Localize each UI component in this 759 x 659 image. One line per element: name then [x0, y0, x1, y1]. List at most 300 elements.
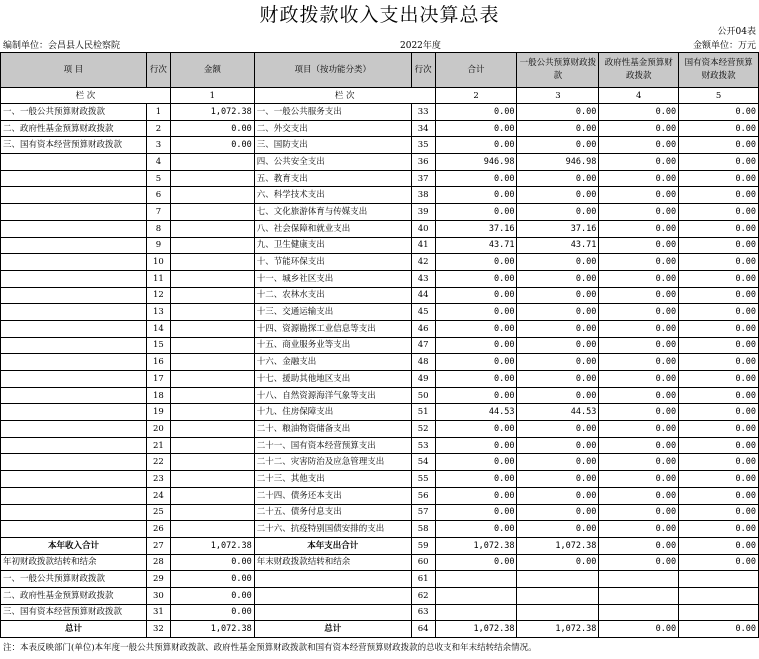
expenditure-line-cell: 58 [411, 521, 435, 538]
fiscal-summary-table [0, 52, 759, 638]
total-cell: 0.00 [435, 170, 517, 187]
total-cell: 0.00 [435, 120, 517, 137]
gov-fund-cell: 0.00 [599, 387, 679, 404]
income-amount-cell [170, 371, 254, 388]
footnote: 注：本表反映部门(单位)本年度一般公共预算财政拨款、政府性基金预算财政拨款和国有资本经营预算财政拨款的总收支和年末结转结余情况。 [3, 643, 537, 653]
header-amount: 金额 [170, 53, 254, 88]
income-item-cell: 二、政府性基金预算财政拨款 [1, 120, 147, 137]
income-item-cell: 本年收入合计 [1, 537, 147, 554]
gov-fund-cell: 0.00 [599, 204, 679, 221]
expenditure-line-cell: 42 [411, 254, 435, 271]
table-row [1, 337, 759, 354]
expenditure-line-cell: 53 [411, 437, 435, 454]
table-row [1, 354, 759, 371]
income-amount-cell: 1,072.38 [170, 104, 254, 121]
header-exp-item: 项目（按功能分类） [254, 53, 411, 88]
gov-fund-cell: 0.00 [599, 220, 679, 237]
income-line-cell: 2 [146, 120, 170, 137]
expenditure-item-cell [254, 604, 411, 621]
gov-fund-cell: 0.00 [599, 337, 679, 354]
total-cell: 946.98 [435, 154, 517, 171]
expenditure-line-cell: 57 [411, 504, 435, 521]
table-row [1, 220, 759, 237]
table-row [1, 120, 759, 137]
expenditure-line-cell: 63 [411, 604, 435, 621]
total-cell: 0.00 [435, 471, 517, 488]
expenditure-line-cell: 44 [411, 287, 435, 304]
total-cell: 0.00 [435, 504, 517, 521]
income-amount-cell [170, 354, 254, 371]
income-item-cell: 总计 [1, 621, 147, 638]
soe-budget-cell: 0.00 [679, 437, 759, 454]
expenditure-item-cell: 年末财政拨款结转和结余 [254, 554, 411, 571]
income-line-cell: 11 [146, 270, 170, 287]
income-item-cell [1, 170, 147, 187]
income-item-cell: 一、一般公共预算财政拨款 [1, 571, 147, 588]
income-item-cell [1, 421, 147, 438]
soe-budget-cell: 0.00 [679, 237, 759, 254]
income-line-cell: 18 [146, 387, 170, 404]
income-amount-cell [170, 504, 254, 521]
general-budget-cell: 0.00 [517, 204, 599, 221]
general-budget-cell: 0.00 [517, 137, 599, 154]
expenditure-item-cell [254, 571, 411, 588]
income-line-cell: 23 [146, 471, 170, 488]
soe-budget-cell: 0.00 [679, 254, 759, 271]
expenditure-item-cell: 五、教育支出 [254, 170, 411, 187]
expenditure-item-cell: 二十、粮油物资储备支出 [254, 421, 411, 438]
general-budget-cell: 1,072.38 [517, 537, 599, 554]
soe-budget-cell: 0.00 [679, 487, 759, 504]
expenditure-item-cell: 本年支出合计 [254, 537, 411, 554]
table-row [1, 621, 759, 638]
expenditure-item-cell: 十三、交通运输支出 [254, 304, 411, 321]
expenditure-line-cell: 52 [411, 421, 435, 438]
income-line-cell: 32 [146, 621, 170, 638]
soe-budget-cell [679, 604, 759, 621]
column-index-1: 1 [170, 88, 254, 104]
gov-fund-cell: 0.00 [599, 621, 679, 638]
expenditure-line-cell: 60 [411, 554, 435, 571]
table-row [1, 154, 759, 171]
gov-fund-cell: 0.00 [599, 404, 679, 421]
table-row [1, 187, 759, 204]
table-row [1, 437, 759, 454]
right-column-index-label: 栏 次 [254, 88, 435, 104]
income-line-cell: 13 [146, 304, 170, 321]
expenditure-line-cell: 41 [411, 237, 435, 254]
income-item-cell [1, 287, 147, 304]
general-budget-cell: 0.00 [517, 387, 599, 404]
total-cell: 0.00 [435, 454, 517, 471]
income-amount-cell [170, 454, 254, 471]
expenditure-item-cell: 四、公共安全支出 [254, 154, 411, 171]
gov-fund-cell: 0.00 [599, 537, 679, 554]
total-cell: 0.00 [435, 554, 517, 571]
income-item-cell: 一、一般公共预算财政拨款 [1, 104, 147, 121]
income-amount-cell [170, 337, 254, 354]
soe-budget-cell [679, 587, 759, 604]
total-cell [435, 587, 517, 604]
expenditure-item-cell [254, 587, 411, 604]
income-line-cell: 22 [146, 454, 170, 471]
general-budget-cell [517, 604, 599, 621]
gov-fund-cell: 0.00 [599, 154, 679, 171]
gov-fund-cell: 0.00 [599, 320, 679, 337]
currency-unit: 金额单位：万元 [692, 41, 756, 51]
soe-budget-cell: 0.00 [679, 537, 759, 554]
general-budget-cell: 0.00 [517, 437, 599, 454]
general-budget-cell: 43.71 [517, 237, 599, 254]
gov-fund-cell: 0.00 [599, 487, 679, 504]
income-item-cell [1, 337, 147, 354]
general-budget-cell: 1,072.38 [517, 621, 599, 638]
gov-fund-cell: 0.00 [599, 120, 679, 137]
soe-budget-cell: 0.00 [679, 220, 759, 237]
income-amount-cell [170, 387, 254, 404]
expenditure-item-cell: 二、外交支出 [254, 120, 411, 137]
expenditure-item-cell: 十二、农林水支出 [254, 287, 411, 304]
table-row [1, 554, 759, 571]
soe-budget-cell: 0.00 [679, 320, 759, 337]
expenditure-item-cell: 七、文化旅游体育与传媒支出 [254, 204, 411, 221]
income-amount-cell [170, 170, 254, 187]
page-title: 财政拨款收入支出决算总表 [259, 4, 500, 26]
table-row [1, 537, 759, 554]
header-soe: 国有资本经营预算财政拨款 [679, 53, 759, 88]
gov-fund-cell: 0.00 [599, 504, 679, 521]
soe-budget-cell: 0.00 [679, 187, 759, 204]
income-line-cell: 28 [146, 554, 170, 571]
total-cell: 1,072.38 [435, 621, 517, 638]
gov-fund-cell: 0.00 [599, 237, 679, 254]
general-budget-cell: 0.00 [517, 270, 599, 287]
expenditure-item-cell: 十八、自然资源海洋气象等支出 [254, 387, 411, 404]
soe-budget-cell: 0.00 [679, 104, 759, 121]
total-cell: 43.71 [435, 237, 517, 254]
income-amount-cell [170, 521, 254, 538]
expenditure-item-cell: 二十三、其他支出 [254, 471, 411, 488]
gov-fund-cell: 0.00 [599, 187, 679, 204]
total-cell: 0.00 [435, 521, 517, 538]
expenditure-line-cell: 48 [411, 354, 435, 371]
expenditure-line-cell: 34 [411, 120, 435, 137]
general-budget-cell: 0.00 [517, 471, 599, 488]
income-line-cell: 31 [146, 604, 170, 621]
income-amount-cell [170, 487, 254, 504]
soe-budget-cell: 0.00 [679, 421, 759, 438]
income-item-cell [1, 220, 147, 237]
gov-fund-cell: 0.00 [599, 354, 679, 371]
soe-budget-cell: 0.00 [679, 504, 759, 521]
total-cell: 0.00 [435, 137, 517, 154]
table-row [1, 521, 759, 538]
income-amount-cell [170, 437, 254, 454]
gov-fund-cell: 0.00 [599, 270, 679, 287]
total-cell: 44.53 [435, 404, 517, 421]
gov-fund-cell: 0.00 [599, 170, 679, 187]
income-line-cell: 30 [146, 587, 170, 604]
column-index-4: 4 [599, 88, 679, 104]
total-cell: 0.00 [435, 204, 517, 221]
header-line: 行次 [146, 53, 170, 88]
expenditure-line-cell: 61 [411, 571, 435, 588]
total-cell: 0.00 [435, 387, 517, 404]
general-budget-cell: 0.00 [517, 454, 599, 471]
income-item-cell [1, 487, 147, 504]
general-budget-cell: 0.00 [517, 187, 599, 204]
table-row [1, 487, 759, 504]
header-gov-fund: 政府性基金预算财政拨款 [599, 53, 679, 88]
income-amount-cell: 0.00 [170, 554, 254, 571]
gov-fund-cell: 0.00 [599, 254, 679, 271]
general-budget-cell [517, 571, 599, 588]
general-budget-cell: 0.00 [517, 487, 599, 504]
column-index-row [1, 88, 759, 104]
general-budget-cell [517, 587, 599, 604]
expenditure-item-cell: 六、科学技术支出 [254, 187, 411, 204]
soe-budget-cell: 0.00 [679, 621, 759, 638]
expenditure-item-cell: 二十五、债务付息支出 [254, 504, 411, 521]
expenditure-item-cell: 二十六、抗疫特别国债安排的支出 [254, 521, 411, 538]
table-row [1, 371, 759, 388]
total-cell: 0.00 [435, 287, 517, 304]
gov-fund-cell [599, 571, 679, 588]
soe-budget-cell: 0.00 [679, 387, 759, 404]
soe-budget-cell: 0.00 [679, 337, 759, 354]
income-line-cell: 29 [146, 571, 170, 588]
total-cell: 0.00 [435, 337, 517, 354]
total-cell: 0.00 [435, 487, 517, 504]
table-row [1, 237, 759, 254]
table-row [1, 270, 759, 287]
income-line-cell: 25 [146, 504, 170, 521]
income-line-cell: 9 [146, 237, 170, 254]
income-amount-cell [170, 304, 254, 321]
soe-budget-cell: 0.00 [679, 404, 759, 421]
table-row [1, 170, 759, 187]
total-cell: 37.16 [435, 220, 517, 237]
income-amount-cell [170, 154, 254, 171]
income-line-cell: 1 [146, 104, 170, 121]
income-amount-cell [170, 320, 254, 337]
income-line-cell: 10 [146, 254, 170, 271]
gov-fund-cell [599, 604, 679, 621]
total-cell: 0.00 [435, 254, 517, 271]
expenditure-item-cell: 总计 [254, 621, 411, 638]
income-line-cell: 17 [146, 371, 170, 388]
income-amount-cell: 1,072.38 [170, 537, 254, 554]
expenditure-line-cell: 43 [411, 270, 435, 287]
gov-fund-cell: 0.00 [599, 421, 679, 438]
income-line-cell: 5 [146, 170, 170, 187]
total-cell: 0.00 [435, 421, 517, 438]
column-index-3: 3 [517, 88, 599, 104]
income-amount-cell: 0.00 [170, 571, 254, 588]
expenditure-line-cell: 33 [411, 104, 435, 121]
expenditure-line-cell: 64 [411, 621, 435, 638]
total-cell: 1,072.38 [435, 537, 517, 554]
gov-fund-cell [599, 587, 679, 604]
fiscal-year: 2022年度 [400, 41, 441, 51]
expenditure-item-cell: 十、节能环保支出 [254, 254, 411, 271]
expenditure-line-cell: 35 [411, 137, 435, 154]
income-amount-cell [170, 237, 254, 254]
expenditure-item-cell: 十六、金融支出 [254, 354, 411, 371]
gov-fund-cell: 0.00 [599, 304, 679, 321]
table-row [1, 137, 759, 154]
table-row [1, 421, 759, 438]
table-row [1, 571, 759, 588]
total-cell: 0.00 [435, 371, 517, 388]
income-line-cell: 7 [146, 204, 170, 221]
expenditure-line-cell: 47 [411, 337, 435, 354]
table-row [1, 287, 759, 304]
general-budget-cell: 44.53 [517, 404, 599, 421]
income-amount-cell: 0.00 [170, 137, 254, 154]
gov-fund-cell: 0.00 [599, 287, 679, 304]
general-budget-cell: 0.00 [517, 371, 599, 388]
income-amount-cell [170, 204, 254, 221]
income-item-cell [1, 270, 147, 287]
income-item-cell: 三、国有资本经营预算财政拨款 [1, 604, 147, 621]
soe-budget-cell: 0.00 [679, 371, 759, 388]
income-line-cell: 6 [146, 187, 170, 204]
general-budget-cell: 0.00 [517, 504, 599, 521]
income-line-cell: 4 [146, 154, 170, 171]
soe-budget-cell [679, 571, 759, 588]
expenditure-item-cell: 十五、商业服务业等支出 [254, 337, 411, 354]
expenditure-line-cell: 38 [411, 187, 435, 204]
income-item-cell [1, 320, 147, 337]
gov-fund-cell: 0.00 [599, 137, 679, 154]
income-line-cell: 8 [146, 220, 170, 237]
income-item-cell [1, 187, 147, 204]
table-row [1, 204, 759, 221]
income-item-cell [1, 404, 147, 421]
income-line-cell: 16 [146, 354, 170, 371]
expenditure-item-cell: 十七、援助其他地区支出 [254, 371, 411, 388]
table-row [1, 504, 759, 521]
income-amount-cell [170, 404, 254, 421]
total-cell: 0.00 [435, 437, 517, 454]
income-item-cell [1, 521, 147, 538]
income-item-cell [1, 304, 147, 321]
income-line-cell: 19 [146, 404, 170, 421]
general-budget-cell: 0.00 [517, 304, 599, 321]
expenditure-item-cell: 二十一、国有资本经营预算支出 [254, 437, 411, 454]
income-amount-cell: 0.00 [170, 604, 254, 621]
income-item-cell [1, 237, 147, 254]
expenditure-line-cell: 46 [411, 320, 435, 337]
income-item-cell [1, 437, 147, 454]
expenditure-item-cell: 十九、住房保障支出 [254, 404, 411, 421]
general-budget-cell: 0.00 [517, 104, 599, 121]
soe-budget-cell: 0.00 [679, 471, 759, 488]
soe-budget-cell: 0.00 [679, 137, 759, 154]
table-row [1, 387, 759, 404]
expenditure-item-cell: 十四、资源勘探工业信息等支出 [254, 320, 411, 337]
income-amount-cell [170, 187, 254, 204]
income-amount-cell [170, 287, 254, 304]
table-row [1, 454, 759, 471]
total-cell: 0.00 [435, 104, 517, 121]
income-line-cell: 27 [146, 537, 170, 554]
header-general: 一般公共预算财政拨款 [517, 53, 599, 88]
income-item-cell [1, 504, 147, 521]
total-cell [435, 604, 517, 621]
column-index-5: 5 [679, 88, 759, 104]
expenditure-line-cell: 49 [411, 371, 435, 388]
soe-budget-cell: 0.00 [679, 554, 759, 571]
gov-fund-cell: 0.00 [599, 454, 679, 471]
soe-budget-cell: 0.00 [679, 270, 759, 287]
general-budget-cell: 37.16 [517, 220, 599, 237]
expenditure-item-cell: 二十二、灾害防治及应急管理支出 [254, 454, 411, 471]
income-line-cell: 26 [146, 521, 170, 538]
table-header-row [1, 53, 759, 88]
general-budget-cell: 0.00 [517, 554, 599, 571]
general-budget-cell: 946.98 [517, 154, 599, 171]
expenditure-item-cell: 一、一般公共服务支出 [254, 104, 411, 121]
total-cell [435, 571, 517, 588]
total-cell: 0.00 [435, 187, 517, 204]
table-row [1, 320, 759, 337]
soe-budget-cell: 0.00 [679, 120, 759, 137]
income-line-cell: 20 [146, 421, 170, 438]
header-line2: 行次 [411, 53, 435, 88]
expenditure-line-cell: 36 [411, 154, 435, 171]
soe-budget-cell: 0.00 [679, 170, 759, 187]
table-row [1, 604, 759, 621]
gov-fund-cell: 0.00 [599, 371, 679, 388]
gov-fund-cell: 0.00 [599, 437, 679, 454]
total-cell: 0.00 [435, 304, 517, 321]
table-row [1, 404, 759, 421]
general-budget-cell: 0.00 [517, 354, 599, 371]
income-amount-cell: 1,072.38 [170, 621, 254, 638]
table-row [1, 471, 759, 488]
header-item: 项 目 [1, 53, 147, 88]
income-amount-cell [170, 421, 254, 438]
expenditure-line-cell: 59 [411, 537, 435, 554]
table-row [1, 254, 759, 271]
income-item-cell [1, 387, 147, 404]
soe-budget-cell: 0.00 [679, 454, 759, 471]
general-budget-cell: 0.00 [517, 521, 599, 538]
income-line-cell: 15 [146, 337, 170, 354]
gov-fund-cell: 0.00 [599, 554, 679, 571]
income-amount-cell: 0.00 [170, 120, 254, 137]
income-amount-cell [170, 471, 254, 488]
income-amount-cell [170, 220, 254, 237]
expenditure-line-cell: 56 [411, 487, 435, 504]
general-budget-cell: 0.00 [517, 287, 599, 304]
general-budget-cell: 0.00 [517, 170, 599, 187]
expenditure-item-cell: 八、社会保障和就业支出 [254, 220, 411, 237]
income-item-cell [1, 371, 147, 388]
income-amount-cell: 0.00 [170, 587, 254, 604]
table-row [1, 304, 759, 321]
soe-budget-cell: 0.00 [679, 204, 759, 221]
form-number: 公开04表 [717, 27, 756, 37]
expenditure-line-cell: 37 [411, 170, 435, 187]
income-amount-cell [170, 270, 254, 287]
income-item-cell: 二、政府性基金预算财政拨款 [1, 587, 147, 604]
general-budget-cell: 0.00 [517, 320, 599, 337]
total-cell: 0.00 [435, 320, 517, 337]
table-row [1, 104, 759, 121]
